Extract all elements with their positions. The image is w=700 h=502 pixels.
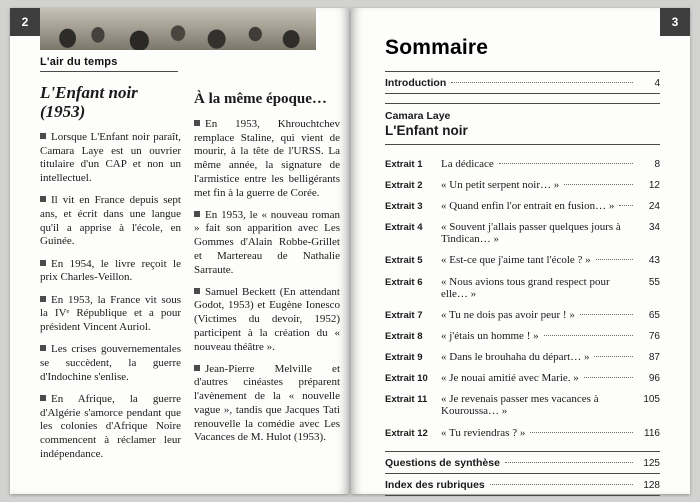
toc-label: Index des rubriques: [385, 479, 485, 492]
toc-row-extrait: [385, 217, 660, 250]
extrait-title: « Un petit serpent noir… »: [441, 178, 560, 191]
extrait-title: « Est-ce que j'aime tant l'école ? »: [441, 254, 591, 267]
toc-label: Introduction: [385, 77, 447, 89]
toc-row-extrait: [385, 174, 660, 195]
extrait-title: « Nous avions tous grand respect pour elle… »: [441, 275, 610, 300]
extrait-label: Extrait 8: [385, 330, 423, 342]
extrait-label: Extrait 12: [385, 427, 428, 439]
square-bullet-icon: [40, 196, 46, 202]
paragraph-text: Lorsque L'Enfant noir paraît, Camara Laye est un ouvrier titulaire d'un CAP et non un intellectuel.: [40, 131, 181, 185]
paragraph: [194, 209, 340, 278]
paragraph-text: Il vit en France depuis sept ans, et écrit dans une langue qu'il a apprise à l'école, en Guinée.: [40, 194, 181, 248]
article-title-line1: L'Enfant noir: [40, 83, 138, 102]
dotted-leader: [580, 314, 633, 315]
page-number-tab-left: [10, 8, 40, 36]
toc-title: Sommaire: [385, 36, 489, 59]
paragraph: [40, 393, 181, 462]
toc-page-number: 43: [648, 255, 660, 267]
extrait-label: Extrait 1: [385, 158, 423, 170]
paragraph: [40, 294, 181, 335]
paragraph-text: En 1953, la France vit sous la IVᵉ République et a pour président Vincent Auriol.: [40, 293, 181, 333]
extrait-title: « Je nouai amitié avec Marie. »: [441, 372, 579, 385]
extrait-label: Extrait 6: [385, 276, 423, 288]
extrait-title: « Dans le brouhaha du départ… »: [441, 351, 590, 364]
divider: [385, 144, 660, 145]
divider: [40, 71, 178, 72]
divider: [385, 495, 660, 496]
right-page: [351, 8, 690, 494]
back-matter: [385, 451, 660, 496]
article-title: [40, 83, 181, 121]
dotted-leader: [490, 484, 633, 485]
toc-page-number: 55: [648, 276, 660, 288]
page-number: 3: [671, 15, 679, 29]
extrait-label: Extrait 3: [385, 200, 423, 212]
toc-page-number: 24: [648, 200, 660, 212]
extrait-title: « Souvent j'allais passer quelques jours à Tindican… »: [441, 221, 621, 246]
paragraph-text: En 1953, Khrouchtchev remplace Staline, qui vient de mourir, à la tête de l'URSS. La même année, la signature de l'armistice entre les belligérants met fin à la guerre de Corée.: [194, 118, 340, 199]
toc-page-number: 125: [643, 458, 660, 470]
paragraph: [40, 194, 181, 249]
column-left: [40, 79, 181, 470]
toc-page-number: 34: [648, 222, 660, 234]
toc-page-number: 128: [643, 480, 660, 492]
dotted-leader: [530, 432, 633, 433]
toc-page-number: 87: [648, 352, 660, 364]
extrait-title: « Quand enfin l'or entrait en fusion… »: [441, 199, 615, 212]
toc-row-extrait: [385, 250, 660, 271]
toc-page-number: 4: [654, 78, 660, 89]
toc-row-introduction: [385, 72, 660, 93]
toc-page-number: 76: [648, 330, 660, 342]
paragraph: [40, 131, 181, 186]
extrait-label: Extrait 9: [385, 352, 423, 364]
divider: [385, 103, 660, 104]
toc-row-extrait: [385, 389, 660, 422]
toc-page-number: 116: [644, 427, 660, 439]
toc-row-extrait: [385, 153, 660, 174]
toc-row-extrait: [385, 368, 660, 389]
paragraph-text: Les crises gouvernementales se succèdent, la guerre d'Indochine s'enlise.: [40, 343, 181, 383]
article-title-line2: (1953): [40, 102, 86, 122]
dotted-leader: [499, 163, 633, 164]
extrait-title: « Je revenais passer mes vacances à Kouroussa… »: [441, 393, 599, 418]
paragraph: [194, 286, 340, 355]
extrait-label: Extrait 2: [385, 179, 423, 191]
paragraph: [194, 118, 340, 200]
table-of-contents: [385, 36, 660, 496]
toc-row-extrait: [385, 195, 660, 216]
toc-page-number: 105: [643, 394, 660, 406]
dotted-leader: [594, 356, 633, 357]
square-bullet-icon: [40, 260, 46, 266]
work-heading: [385, 103, 660, 145]
extrait-title: « Tu reviendras ? »: [441, 426, 526, 439]
square-bullet-icon: [40, 345, 46, 351]
toc-page-number: 96: [648, 373, 660, 385]
column-right: [194, 79, 340, 470]
extrait-title: « j'étais un homme ! »: [441, 329, 539, 342]
paragraph-text: Samuel Beckett (En attendant Godot, 1953) et Eugène Ionesco (Victimes du devoir, 1952) participent à la création du « nouveau théâtre ».: [194, 285, 340, 353]
left-page: [10, 8, 349, 494]
header-photo: [40, 8, 316, 50]
square-bullet-icon: [194, 288, 200, 294]
extrait-title: « Tu ne dois pas avoir peur ! »: [441, 308, 575, 321]
dotted-leader: [505, 462, 633, 463]
extrait-label: Extrait 10: [385, 373, 428, 385]
paragraph-text: En Afrique, la guerre d'Algérie s'amorce pendant que les colonies d'Afrique Noire commencent à réclamer leur indépendance.: [40, 392, 181, 460]
work-title: L'Enfant noir: [385, 123, 468, 138]
square-bullet-icon: [194, 211, 200, 217]
dotted-leader: [544, 335, 633, 336]
page-number-tab-right: [660, 8, 690, 36]
square-bullet-icon: [194, 365, 200, 371]
section-header: L'air du temps: [40, 56, 118, 68]
dotted-leader: [564, 184, 633, 185]
toc-page-number: 8: [654, 158, 660, 170]
square-bullet-icon: [40, 296, 46, 302]
square-bullet-icon: [194, 120, 200, 126]
toc-row-extrait: [385, 304, 660, 325]
paragraph: [40, 343, 181, 384]
paragraph-text: En 1953, le « nouveau roman » fait son apparition avec Les Gommes d'Alain Robbe-Grillet et Martereau de Nathalie Sarraute.: [194, 208, 340, 276]
toc-row-extrait: [385, 271, 660, 304]
paragraph-text: Jean-Pierre Melville et d'autres cinéastes préparent l'avènement de la « nouvelle vague », tandis que Jacques Tati renouvelle la comédie avec Les Vacances de M. Hulot (1953).: [194, 362, 340, 444]
work-author: Camara Laye: [385, 110, 451, 122]
dotted-leader: [584, 377, 633, 378]
toc-row-extrait: [385, 422, 660, 443]
left-page-content: [40, 56, 340, 488]
toc-label: Questions de synthèse: [385, 457, 500, 470]
two-column-layout: [40, 79, 340, 470]
toc-row-extrait: [385, 347, 660, 368]
extrait-title: La dédicace: [441, 157, 494, 170]
toc-row-questions: [385, 452, 660, 473]
paragraph-text: En 1954, le livre reçoit le prix Charles-Veillon.: [40, 257, 181, 284]
toc-page-number: 65: [648, 309, 660, 321]
extrait-label: Extrait 5: [385, 255, 423, 267]
divider: [385, 93, 660, 94]
dotted-leader: [619, 205, 633, 206]
toc-row-extrait: [385, 325, 660, 346]
dotted-leader: [451, 82, 633, 83]
sidebar-title: À la même époque…: [194, 91, 327, 107]
paragraph: [40, 258, 181, 285]
dotted-leader: [596, 259, 633, 260]
extraits-list: [385, 153, 660, 443]
extrait-label: Extrait 4: [385, 222, 423, 234]
extrait-label: Extrait 11: [385, 394, 428, 406]
square-bullet-icon: [40, 395, 46, 401]
toc-page-number: 12: [648, 179, 660, 191]
page-number: 2: [21, 15, 29, 29]
paragraph: [194, 363, 340, 445]
square-bullet-icon: [40, 133, 46, 139]
extrait-label: Extrait 7: [385, 309, 423, 321]
toc-row-index: [385, 474, 660, 495]
